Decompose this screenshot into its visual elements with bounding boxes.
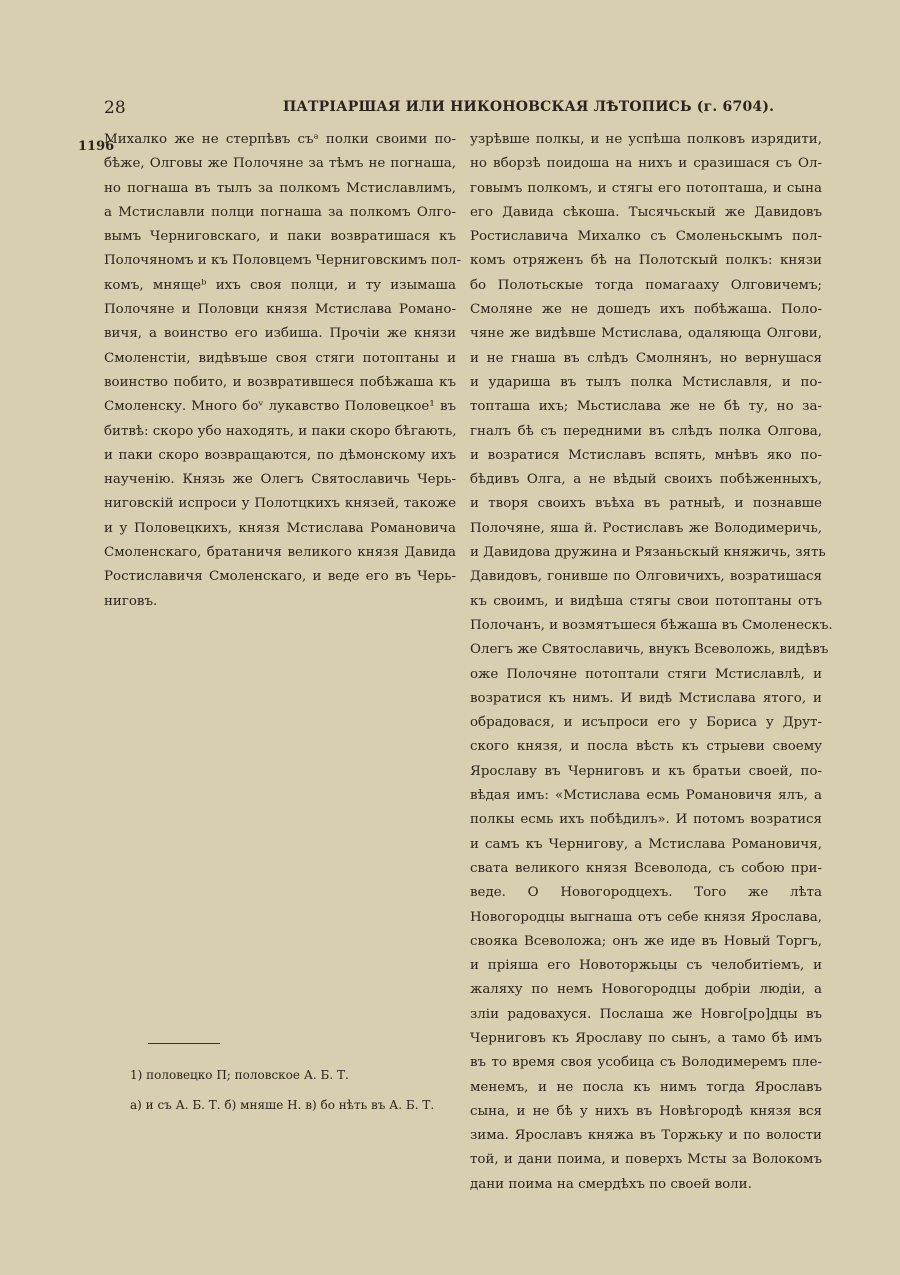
text-line: Новогородцы выгнаша отъ себе князя Ярослава, — [470, 909, 822, 925]
text-line: зима. Ярославъ княжа въ Торжьку и по волости — [470, 1128, 822, 1144]
text-line: и творя своихъ въѣха въ ратныѣ, и познавше — [470, 496, 822, 512]
text-line: Черниговъ къ Ярославу по сынъ, а тамо бѣ имъ — [470, 1030, 822, 1046]
text-line: жаляху по немъ Новогородцы добрiи людiи, а — [470, 982, 822, 998]
text-line: Полочанъ, и возмятъшеся бѣжаша въ Смоленескъ. — [470, 617, 833, 633]
text-line: Полочяномъ и къ Половцемъ Черниговскимъ пол- — [104, 253, 462, 269]
text-line: Смоленстiи, видѣвъше своя стяги потоптаны и — [104, 350, 456, 366]
text-line: вѣдая имъ: «Мстислава есмь Романовичя ялъ, а — [470, 788, 822, 804]
text-line: менемъ, и не посла къ нимъ тогда Ярославъ — [470, 1079, 822, 1095]
running-title: ПАТРІАРШАЯ ИЛИ НИКОНОВСКАЯ ЛѢТОПИСЬ (г. 6704). — [283, 99, 775, 115]
text-line: Ярославу въ Черниговъ и къ братьи своей, по- — [470, 763, 822, 779]
text-line: бѣдивъ Олга, а не вѣдый своихъ побѣженныхъ, — [470, 472, 822, 488]
text-line: и самъ къ Чернигову, а Мстислава Романовичя, — [470, 836, 822, 852]
text-line: вымъ Черниговскаго, и паки возвратишася къ — [104, 229, 456, 245]
text-line: Олегъ же Святославичь, внукъ Всеволожь, видѣвъ — [470, 642, 829, 658]
text-line: топташа ихъ; Мьстислава же не бѣ ту, но за- — [470, 399, 822, 415]
text-line: и Давидова дружина и Рязаньскый княжичь, зять — [470, 545, 826, 561]
text-line: бѣже, Олговы же Полочяне за тѣмъ не погнаша, — [104, 156, 456, 172]
text-line: и не гнаша въ слѣдъ Смолнянъ, но вернушася — [470, 350, 822, 366]
text-line: Давидовъ, гонивше по Олговичихъ, возратишася — [470, 569, 822, 585]
text-line: дани поима на смердѣхъ по своей воли. — [470, 1176, 752, 1192]
text-line: въ то время своя усобица съ Володимеремъ пле- — [470, 1055, 822, 1071]
text-line: а Мстиславли полци погнаша за полкомъ Олго- — [104, 204, 456, 220]
text-line: Ростиславича Михалко съ Смоленьскымъ пол- — [470, 229, 822, 245]
text-line: свата великого князя Всеволода, съ собою при- — [470, 860, 822, 876]
footnote-divider — [148, 1043, 220, 1044]
text-line: ниговскiй испроси у Полотцкихъ князей, такоже — [104, 496, 456, 512]
text-line: гналъ бѣ съ передними въ слѣдъ полка Олгова, — [470, 423, 822, 439]
text-line: свояка Всеволожа; онъ же иде въ Новый Торгъ, — [470, 933, 822, 949]
text-line: той, и дани поима, и поверхъ Мсты за Волокомъ — [470, 1152, 822, 1168]
text-line: и прiяша его Новоторжьцы съ челобитiемъ, и — [470, 958, 822, 974]
text-line: веде. О Новогородцехъ. Того же лѣта — [470, 885, 822, 901]
text-line: и паки скоро возвращаются, по дѣмонскому ихъ — [104, 447, 456, 463]
text-line: сына, и не бѣ у нихъ въ Новѣгородѣ князя вся — [470, 1103, 822, 1119]
text-line: комъ отряженъ бѣ на Полотскый полкъ: князи — [470, 253, 822, 269]
text-line: къ своимъ, и видѣша стягы свои потоптаны отъ — [470, 593, 822, 609]
text-line: Полочяне и Половци князя Мстислава Романо- — [104, 302, 456, 318]
text-line: и удариша въ тылъ полка Мстиславля, и по- — [470, 374, 822, 390]
text-line: ского князя, и посла вѣсть къ стрыеви своему — [470, 739, 822, 755]
text-line: Смоленскаго, братаничя великого князя Давида — [104, 545, 456, 561]
text-line: Ростиславичя Смоленскаго, и веде его въ Черь- — [104, 569, 456, 585]
text-line: но вборзѣ поидоша на нихъ и сразишася съ Ол- — [470, 156, 822, 172]
text-line: но погнаша въ тылъ за полкомъ Мстиславлимъ, — [104, 180, 456, 196]
footnote-1: 1) половецко П; половское А. Б. Т. — [130, 1068, 349, 1082]
margin-year: 1196 — [78, 139, 115, 154]
text-line: вичя, а воинство его избиша. Прочiи же князи — [104, 326, 456, 342]
text-line: и возратися Мстиславъ вспять, мнѣвъ яко по- — [470, 447, 822, 463]
page-number: 28 — [104, 98, 126, 118]
text-line: чяне же видѣвше Мстислава, одаляюща Олгови, — [470, 326, 822, 342]
text-line: Михалко же не стерпѣвъ съᵃ полки своими по- — [104, 132, 456, 147]
text-line: Полочяне, яша й. Ростиславъ же Володимеричь, — [470, 520, 822, 536]
text-line: обрадовася, и исъпроси его у Бориса у Друт- — [470, 715, 822, 731]
text-line: бо Полотьскые тогда помагааху Олговичемъ; — [470, 277, 822, 293]
left-column — [104, 128, 462, 614]
text-line: ниговъ. — [104, 593, 158, 609]
text-line: возратися къ нимъ. И видѣ Мстислава ятого, и — [470, 690, 822, 706]
right-column — [470, 128, 833, 1197]
text-line: воинство побито, и возвратившеся побѣжаша къ — [104, 374, 456, 390]
footnote-2: а) и съ А. Б. Т. б) мняше Н. в) бо нѣть въ А. Б. Т. — [130, 1098, 435, 1112]
text-line: говымъ полкомъ, и стягы его потопташа, и сына — [470, 180, 822, 196]
text-line: полкы есмь ихъ побѣдилъ». И потомъ возратися — [470, 812, 822, 828]
text-line: Смоляне же не дошедъ ихъ побѣжаша. Поло- — [470, 302, 822, 318]
text-line: Смоленску. Много боᵛ лукавство Половецкое¹ въ — [104, 399, 456, 415]
text-line: узрѣвше полкы, и не успѣша полковъ изрядити, — [470, 132, 822, 147]
text-line: битвѣ: скоро убо находять, и паки скоро бѣгають, — [104, 423, 457, 439]
text-line: злiи радовахуся. Послаша же Новго[ро]дцы въ — [470, 1006, 822, 1022]
text-line: оже Полочяне потоптали стяги Мстиславлѣ, и — [470, 666, 822, 682]
text-line: и у Половецкихъ, князя Мстислава Романовича — [104, 520, 456, 536]
text-line: его Давида сѣкоша. Тысячьскый же Давидовъ — [470, 204, 822, 220]
text-line: комъ, мнящеᵇ ихъ своя полци, и ту изымаша — [104, 277, 456, 293]
text-line: наученiю. Князь же Олегъ Святославичь Черь- — [104, 472, 456, 488]
